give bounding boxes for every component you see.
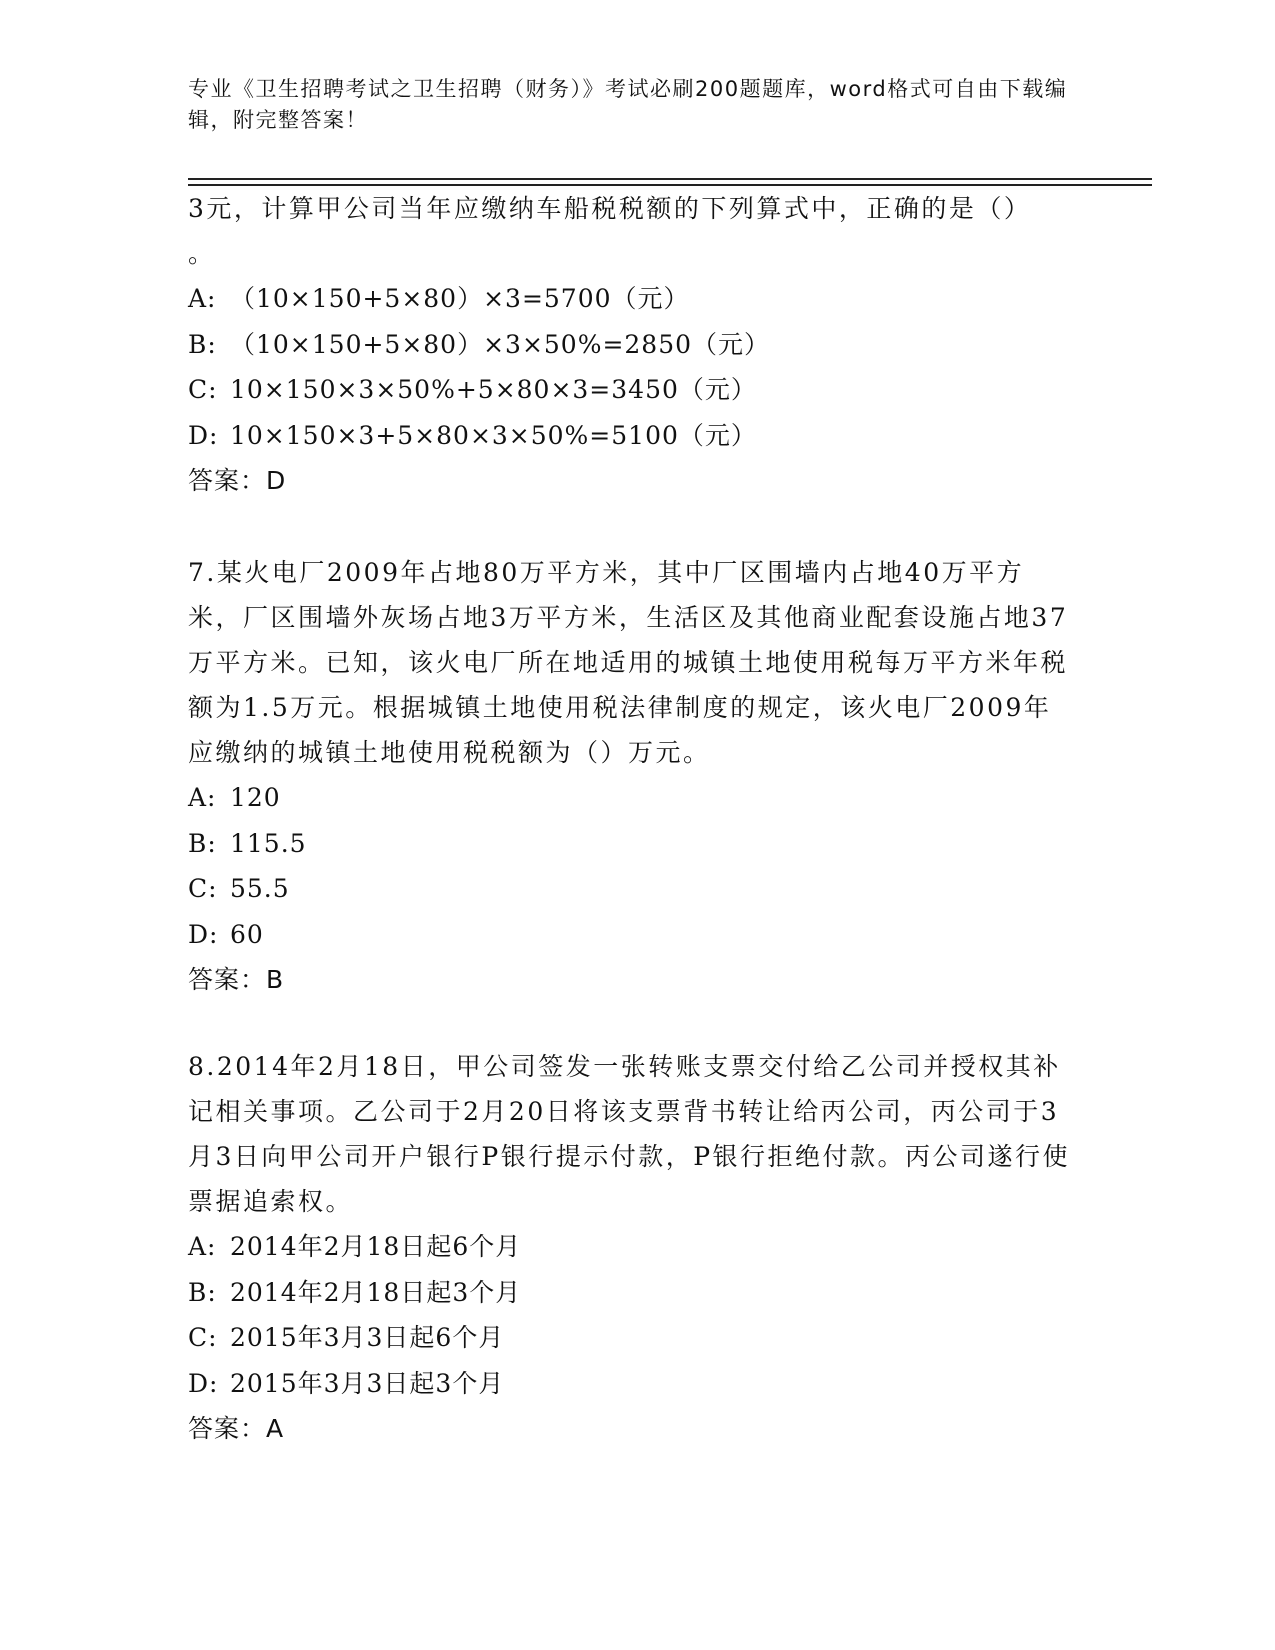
question-7-answer: 答案：B — [188, 965, 285, 994]
header-rule-top — [188, 178, 1152, 180]
option-d: D: 10×150×3+5×80×3×50%=5100（元） — [188, 420, 757, 450]
question-6-stem: 3元，计算甲公司当年应缴纳车船税税额的下列算式中，正确的是（） — [188, 194, 1032, 223]
option-b: B: （10×150+5×80）×3×50%=2850（元） — [188, 329, 771, 359]
question-7 — [188, 550, 1078, 1002]
option-b: B: 2014年2月18日起3个月 — [188, 1277, 522, 1307]
question-8-stem: 8.2014年2月18日，甲公司签发一张转账支票交付给乙公司并授权其补记相关事项。乙公司于2月20日将该支票背书转让给丙公司，丙公司于3月3日向甲公司开户银行P银行提示付款，P银行拒绝付款。丙公司遂行使票据追索权。 — [188, 1052, 1071, 1216]
document-header: 专业《卫生招聘考试之卫生招聘（财务）》考试必刷200题题库，word格式可自由下载编辑，附完整答案！ — [188, 77, 1068, 132]
question-6-answer: 答案：D — [188, 466, 287, 495]
option-c: C: 2015年3月3日起6个月 — [188, 1323, 505, 1352]
option-b: B: 115.5 — [188, 828, 307, 858]
question-6 — [188, 186, 1078, 503]
question-6-stem-end: 。 — [188, 239, 214, 268]
question-7-stem: 7.某火电厂2009年占地80万平方米，其中厂区围墙内占地40万平方米，厂区围墙外灰场占地3万平方米，生活区及其他商业配套设施占地37万平方米。已知，该火电厂所在地适用的城镇土地使用税每万平方米年税额为1.5万元。根据城镇土地使用税法律制度的规定，该火电厂2009年应缴纳的城镇土地使用税税额为（）万元。 — [188, 558, 1069, 767]
option-a: A: （10×150+5×80）×3=5700（元） — [188, 284, 690, 313]
question-8 — [188, 1044, 1078, 1451]
option-d: D: 2015年3月3日起3个月 — [188, 1368, 505, 1398]
question-8-answer: 答案：A — [188, 1414, 285, 1443]
option-c: C: 55.5 — [188, 874, 290, 903]
option-d: D: 60 — [188, 919, 264, 949]
option-a: A: 120 — [188, 783, 281, 812]
option-c: C: 10×150×3×50%+5×80×3=3450（元） — [188, 375, 757, 404]
option-a: A: 2014年2月18日起6个月 — [188, 1232, 522, 1261]
